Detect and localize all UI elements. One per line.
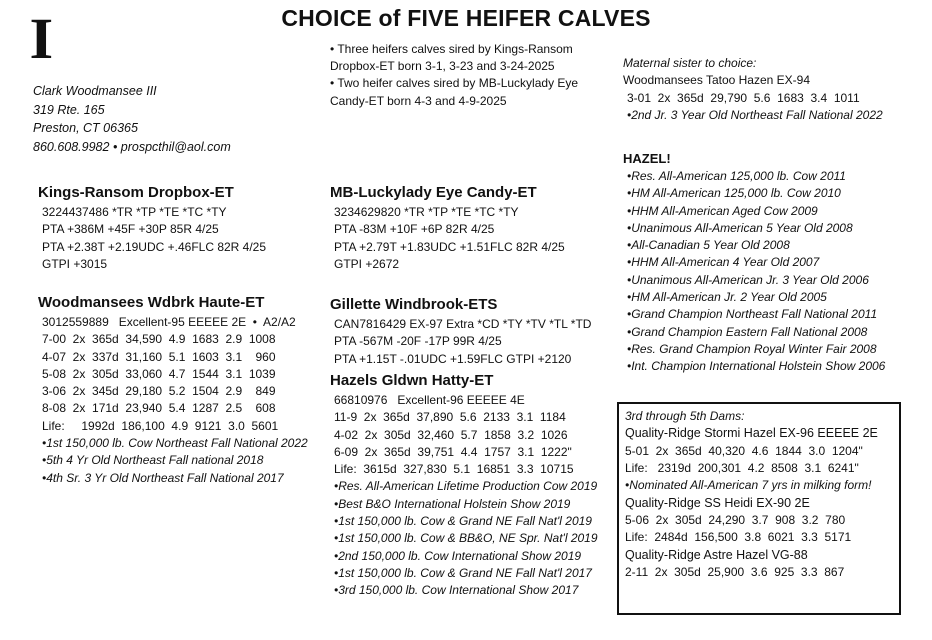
dam-record: 7-00 2x 365d 34,590 4.9 1683 2.9 1008	[42, 332, 276, 347]
dam-record: Life: 3615d 327,830 5.1 16851 3.3 10715	[334, 462, 574, 477]
hazel-honor: •Grand Champion Northeast Fall National 2011	[627, 307, 878, 322]
dams-box-label: 3rd through 5th Dams:	[625, 409, 745, 423]
dam-name: Woodmansees Wdbrk Haute-ET	[38, 294, 265, 311]
sire-name: MB-Luckylady Eye Candy-ET	[330, 184, 537, 201]
dam-haute	[38, 293, 308, 487]
dam-hatty	[330, 371, 598, 600]
intro-line: • Two heifer calves sired by MB-Luckylady Eye	[330, 76, 579, 91]
sire-line: PTA +2.38T +2.19UDC +.46FLC 82R 4/25	[42, 239, 267, 254]
sire-line: PTA +386M +45F +30P 85R 4/25	[42, 222, 219, 237]
maternal-sister	[623, 55, 883, 124]
contact-block	[33, 82, 231, 156]
dam5-name: Quality-Ridge Astre Hazel VG-88	[625, 547, 808, 562]
sire-line: PTA -567M -20F -17P 99R 4/25	[334, 334, 502, 349]
sire-line: GTPI +2672	[334, 256, 400, 271]
dam-honor: •4th Sr. 3 Yr Old Northeast Fall National 2017	[42, 470, 284, 485]
contact-name: Clark Woodmansee III	[33, 84, 157, 98]
intro-bullets	[330, 41, 600, 110]
sire-name: Gillette Windbrook-ETS	[330, 296, 498, 313]
hazel-honor: •Int. Champion International Holstein Show 2006	[627, 359, 886, 374]
dam5-record: 2-11 2x 305d 25,900 3.6 925 3.3 867	[625, 565, 845, 580]
contact-city: Preston, CT 06365	[33, 121, 138, 135]
sire-windbrook	[330, 295, 591, 368]
sire-eye-candy	[330, 183, 565, 273]
hazel-honor: •Grand Champion Eastern Fall National 2008	[627, 324, 868, 339]
lot-letter: I	[29, 6, 53, 71]
dam3-record: Life: 2319d 200,301 4.2 8508 3.1 6241"	[625, 461, 859, 476]
dam-honor: •Best B&O International Holstein Show 2019	[334, 496, 571, 511]
dam-record: 4-07 2x 337d 31,160 5.1 1603 3.1 960	[42, 349, 276, 364]
dams-box	[617, 402, 901, 615]
dam-honor: •2nd 150,000 lb. Cow International Show 2019	[334, 548, 582, 563]
maternal-name: Woodmansees Tatoo Hazen EX-94	[623, 73, 811, 88]
dam-honor: •1st 150,000 lb. Cow & Grand NE Fall Nat'l 2019	[334, 514, 592, 529]
sire-line: GTPI +3015	[42, 256, 108, 271]
dam-honor: •1st 150,000 lb. Cow & Grand NE Fall Nat'l 2017	[334, 565, 592, 580]
hazel-honor: •HHM All-American Aged Cow 2009	[627, 203, 818, 218]
dam3-record: 5-01 2x 365d 40,320 4.6 1844 3.0 1204"	[625, 443, 863, 458]
dam-record: 3-06 2x 345d 29,180 5.2 1504 2.9 849	[42, 384, 276, 399]
sire-line: 3234629820 *TR *TP *TE *TC *TY	[334, 205, 519, 219]
dam-honor: •1st 150,000 lb. Cow Northeast Fall National 2022	[42, 436, 308, 451]
dam-record: 6-09 2x 365d 39,751 4.4 1757 3.1 1222"	[334, 444, 572, 459]
sire-line: CAN7816429 EX-97 Extra *CD *TY *TV *TL *TD	[334, 317, 592, 331]
contact-phone-email: 860.608.9982 • prospcthil@aol.com	[33, 139, 231, 154]
hazel-honor: •Unanimous All-American Jr. 3 Year Old 2006	[627, 272, 869, 287]
sire-name: Kings-Ransom Dropbox-ET	[38, 184, 234, 201]
dam-honor: •3rd 150,000 lb. Cow International Show 2017	[334, 583, 579, 598]
dam-record: 3012559889 Excellent-95 EEEEE 2E • A2/A2	[42, 315, 296, 329]
dam-record: 66810976 Excellent-96 EEEEE 4E	[334, 393, 525, 407]
hazel-honor: •Res. Grand Champion Royal Winter Fair 2008	[627, 341, 877, 356]
intro-line: Candy-ET born 4-3 and 4-9-2025	[330, 93, 507, 108]
dam-record: Life: 1992d 186,100 4.9 9121 3.0 5601	[42, 418, 279, 433]
hazel-name: HAZEL!	[623, 151, 671, 166]
hazel-section	[623, 150, 885, 376]
dam-record: 11-9 2x 365d 37,890 5.6 2133 3.1 1184	[334, 410, 566, 425]
dam-name: Hazels Gldwn Hatty-ET	[330, 372, 494, 389]
dam3-honor: •Nominated All-American 7 yrs in milking form!	[625, 478, 872, 493]
maternal-honor: •2nd Jr. 3 Year Old Northeast Fall National 2022	[627, 107, 883, 122]
dam4-name: Quality-Ridge SS Heidi EX-90 2E	[625, 495, 810, 510]
maternal-record: 3-01 2x 365d 29,790 5.6 1683 3.4 1011	[627, 90, 860, 105]
dam4-record: Life: 2484d 156,500 3.8 6021 3.3 5171	[625, 530, 852, 545]
hazel-honor: •HHM All-American 4 Year Old 2007	[627, 255, 820, 270]
contact-street: 319 Rte. 165	[33, 102, 105, 117]
dam-record: 8-08 2x 171d 23,940 5.4 1287 2.5 608	[42, 401, 276, 416]
hazel-honor: •Res. All-American 125,000 lb. Cow 2011	[627, 169, 846, 183]
intro-line: Dropbox-ET born 3-1, 3-23 and 3-24-2025	[330, 59, 555, 74]
dam-record: 5-08 2x 305d 33,060 4.7 1544 3.1 1039	[42, 366, 276, 381]
sire-line: PTA +1.15T -.01UDC +1.59FLC GTPI +2120	[334, 351, 572, 366]
sire-line: PTA -83M +10F +6P 82R 4/25	[334, 222, 495, 237]
dam-honor: •1st 150,000 lb. Cow & BB&O, NE Spr. Nat'l 2019	[334, 531, 598, 546]
dam3-name: Quality-Ridge Stormi Hazel EX-96 EEEEE 2E	[625, 426, 878, 441]
dam-honor: •Res. All-American Lifetime Production Cow 2019	[334, 479, 598, 494]
hazel-honor: •HM All-American 125,000 lb. Cow 2010	[627, 186, 841, 201]
sire-line: 3224437486 *TR *TP *TE *TC *TY	[42, 205, 227, 219]
dam4-record: 5-06 2x 305d 24,290 3.7 908 3.2 780	[625, 513, 846, 528]
hazel-honor: •HM All-American Jr. 2 Year Old 2005	[627, 290, 827, 305]
page-title: CHOICE of FIVE HEIFER CALVES	[281, 5, 651, 31]
hazel-honor: •Unanimous All-American 5 Year Old 2008	[627, 220, 853, 235]
intro-line: • Three heifers calves sired by Kings-Ransom	[330, 42, 573, 56]
sire-dropbox	[38, 183, 266, 273]
maternal-label: Maternal sister to choice:	[623, 56, 757, 70]
dam-honor: •5th 4 Yr Old Northeast Fall national 2018	[42, 453, 264, 468]
hazel-honor: •All-Canadian 5 Year Old 2008	[627, 238, 790, 253]
sire-line: PTA +2.79T +1.83UDC +1.51FLC 82R 4/25	[334, 239, 565, 254]
dam-record: 4-02 2x 305d 32,460 5.7 1858 3.2 1026	[334, 427, 568, 442]
